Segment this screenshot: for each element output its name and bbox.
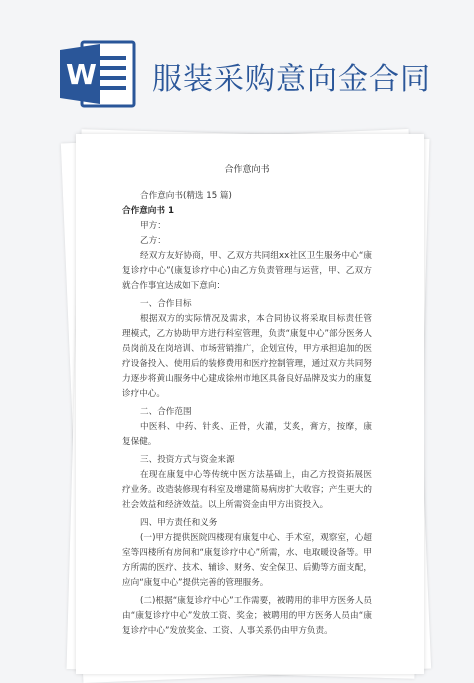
party-a-line: 甲方： — [140, 221, 166, 231]
clause-paragraph: (二)根据“康复诊疗中心”工作需要，被聘用的非甲方医务人员由“康复诊疗中心”发放工资、奖金；被聘用的甲方医务人员由“康复诊疗中心”发放奖金、工资、人事关系仍由甲方负责。 — [122, 596, 372, 636]
svg-text:W: W — [66, 58, 97, 91]
document-subtitle: 合作意向书(精选 15 篇) — [140, 191, 232, 201]
word-document-icon — [60, 40, 136, 108]
header-banner — [0, 0, 474, 120]
clause-paragraph: 根据双方的实际情况及需求，本合同协议将采取目标责任管理模式，乙方协助甲方进行科室管理，负责“康复中心”部分医务人员岗前及在岗培训、市场营销推广，企划宣传，甲方承担追加的医疗设备投入、使用后的装修费用和医疗控制管理，通过双方共同努力逐步将黄山服务中心建成徐州市地区具备良好品牌及实力的康复诊疗中心。 — [122, 314, 372, 399]
clause-paragraph: 在现在康复中心等传统中医方法基础上，由乙方投资拓展医疗业务。改造装修现有科室及增建简易病房扩大收容；产生更大的社会效益和经济效益。以上所需资金由甲方出资投入。 — [122, 470, 372, 510]
clause-paragraph: (一)甲方提供医院四楼现有康复中心、手术室，观察室，心超室等四楼所有房间和“康复诊疗中心”所需，水、电取暖设备等。甲方所需的医疗、技术、辅诊、财务、安全保卫、后勤等方面支配，应向“康复中心”提供完善的管理服务。 — [122, 533, 372, 588]
clause-paragraph: 中医科、中药、针炙、正骨，火灌，艾炙，膏方，按摩，康复保健。 — [122, 422, 372, 447]
clause-heading: 三、投资方式与资金来源 — [140, 455, 235, 465]
page-title: 服装采购意向金合同 — [152, 62, 431, 97]
party-b-line: 乙方： — [140, 236, 166, 246]
clause-heading: 一、合作目标 — [140, 299, 192, 309]
intro-paragraph: 经双方友好协商，甲、乙双方共同组xx社区卫生服务中心“康复诊疗中心”(康复诊疗中心)由乙方负责管理与运营，甲、乙双方就合作事宜达成如下意向： — [122, 251, 372, 291]
clause-heading: 二、合作范围 — [140, 407, 192, 417]
section-heading: 合作意向书 1 — [122, 206, 174, 216]
clause-heading: 四、甲方责任和义务 — [140, 518, 218, 528]
document-title: 合作意向书 — [224, 165, 270, 175]
document-body — [122, 150, 372, 642]
